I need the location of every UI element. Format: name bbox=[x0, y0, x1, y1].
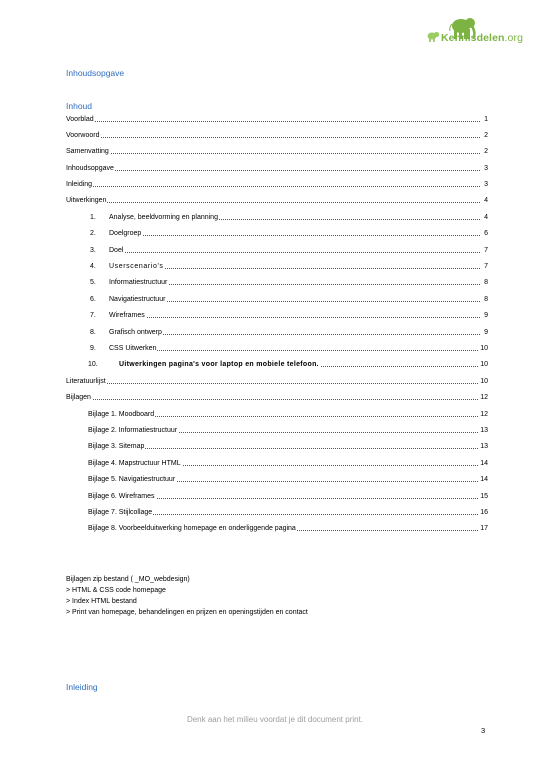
toc-entry-page: 16 bbox=[480, 509, 488, 516]
toc-leader-dots bbox=[109, 350, 480, 351]
toc-entry-title: Bijlage 8. Voorbeelduitwerking homepage en onderliggende pagina bbox=[88, 525, 296, 532]
toc-entry-page: 9 bbox=[484, 329, 488, 336]
toc-entry-title: Uitwerkingen bbox=[66, 197, 107, 204]
page-number: 3 bbox=[481, 726, 486, 735]
toc-entry[interactable] bbox=[66, 130, 488, 141]
toc-entry-title: Voorwoord bbox=[66, 132, 100, 139]
toc-entry-page: 14 bbox=[480, 476, 488, 483]
toc-leader-dots bbox=[109, 235, 480, 236]
heading-inhoudsopgave: Inhoudsopgave bbox=[66, 68, 125, 78]
note-line: > HTML & CSS code homepage bbox=[66, 587, 166, 594]
toc-entry[interactable] bbox=[66, 310, 488, 321]
toc-entry-title: CSS Uitwerken bbox=[109, 345, 157, 352]
toc-entry-page: 13 bbox=[480, 443, 488, 450]
toc-leader-dots bbox=[109, 317, 480, 318]
toc-entry-title: Doel bbox=[109, 247, 124, 254]
toc-entry[interactable] bbox=[66, 261, 488, 272]
toc-entry-title: Bijlage 2. Informatiestructuur bbox=[88, 427, 178, 434]
note-line: > Index HTML bestand bbox=[66, 598, 137, 605]
toc-entry-page: 7 bbox=[484, 263, 488, 270]
toc-entry-page: 7 bbox=[484, 247, 488, 254]
toc-entry[interactable] bbox=[66, 179, 488, 190]
toc-leader-dots bbox=[66, 170, 480, 171]
toc-entry-page: 15 bbox=[480, 493, 488, 500]
toc-leader-dots bbox=[109, 334, 480, 335]
toc-entry-page: 10 bbox=[480, 361, 488, 368]
toc-entry-page: 2 bbox=[484, 148, 488, 155]
toc-entry[interactable] bbox=[66, 245, 488, 256]
toc-entry-page: 14 bbox=[480, 460, 488, 467]
logo-suffix: .org bbox=[504, 32, 524, 44]
toc-entry-number: 2. bbox=[90, 230, 96, 237]
toc-entry[interactable] bbox=[66, 376, 488, 387]
toc-leader-dots bbox=[66, 121, 480, 122]
toc-entry-title: Literatuurlijst bbox=[66, 378, 106, 385]
toc-entry-page: 10 bbox=[480, 378, 488, 385]
toc-entry-page: 10 bbox=[480, 345, 488, 352]
toc-entry[interactable] bbox=[66, 228, 488, 239]
toc-entry[interactable] bbox=[66, 195, 488, 206]
toc-entry-page: 8 bbox=[484, 279, 488, 286]
toc-leader-dots bbox=[66, 186, 480, 187]
toc-entry-title: Userscenario's bbox=[109, 263, 164, 270]
toc-entry-title: Wireframes bbox=[109, 312, 145, 319]
toc-entry-page: 9 bbox=[484, 312, 488, 319]
toc-entry[interactable] bbox=[66, 343, 488, 354]
toc-entry[interactable] bbox=[66, 359, 488, 370]
toc-entry[interactable] bbox=[66, 392, 488, 403]
toc-leader-dots bbox=[66, 383, 480, 384]
toc-entry-number: 6. bbox=[90, 296, 96, 303]
toc-entry[interactable] bbox=[66, 523, 488, 534]
toc-entry-number: 9. bbox=[90, 345, 96, 352]
toc-entry-page: 8 bbox=[484, 296, 488, 303]
toc-entry[interactable] bbox=[66, 163, 488, 174]
toc-entry[interactable] bbox=[66, 474, 488, 485]
toc-entry-page: 3 bbox=[484, 181, 488, 188]
toc-entry-page: 17 bbox=[480, 525, 488, 532]
toc-entry-number: 4. bbox=[90, 263, 96, 270]
toc-leader-dots bbox=[66, 202, 480, 203]
toc-leader-dots bbox=[88, 448, 480, 449]
toc-entry-number: 8. bbox=[90, 329, 96, 336]
toc-entry[interactable] bbox=[66, 327, 488, 338]
footer-note: Denk aan het milieu voordat je dit document print. bbox=[186, 715, 364, 724]
toc-leader-dots bbox=[66, 137, 480, 138]
toc-entry-title: Analyse, beeldvorming en planning bbox=[109, 214, 218, 221]
toc-entry-number: 1. bbox=[90, 214, 96, 221]
heading-inhoud: Inhoud bbox=[66, 101, 92, 111]
logo-name: Kennisdelen bbox=[441, 32, 505, 44]
toc-entry-number: 10. bbox=[88, 361, 98, 368]
note-line: > Print van homepage, behandelingen en prijzen en openingstijden en contact bbox=[66, 609, 308, 616]
toc-entry-page: 12 bbox=[480, 411, 488, 418]
toc-entry[interactable] bbox=[66, 458, 488, 469]
toc-entry-title: Bijlage 5. Navigatiestructuur bbox=[88, 476, 176, 483]
toc-entry[interactable] bbox=[66, 294, 488, 305]
toc-entry-title: Bijlagen bbox=[66, 394, 91, 401]
toc-entry-title: Inhoudsopgave bbox=[66, 165, 114, 172]
logo-text bbox=[441, 32, 523, 44]
toc-entry-page: 4 bbox=[484, 214, 488, 221]
heading-inleiding: Inleiding bbox=[66, 682, 98, 692]
toc-leader-dots bbox=[109, 268, 480, 269]
toc-entry-title: Doelgroep bbox=[109, 230, 142, 237]
toc-entry-title: Samenvatting bbox=[66, 148, 109, 155]
toc-leader-dots bbox=[109, 252, 480, 253]
toc-entry[interactable] bbox=[66, 212, 488, 223]
toc-entry-title: Voorblad bbox=[66, 116, 94, 123]
attachment-notes bbox=[66, 574, 308, 618]
toc-entry-page: 2 bbox=[484, 132, 488, 139]
toc-entry[interactable] bbox=[66, 425, 488, 436]
toc-entry-page: 13 bbox=[480, 427, 488, 434]
toc-entry-title: Bijlage 6. Wireframes bbox=[88, 493, 155, 500]
toc-entry[interactable] bbox=[66, 507, 488, 518]
toc-entry-title: Uitwerkingen pagina's voor laptop en mobiele telefoon. bbox=[119, 361, 319, 368]
toc-entry-title: Bijlage 3. Sitemap bbox=[88, 443, 145, 450]
toc-entry-page: 12 bbox=[480, 394, 488, 401]
toc-entry-title: Informatiestructuur bbox=[109, 279, 168, 286]
toc-entry-number: 7. bbox=[90, 312, 96, 319]
toc-entry-title: Navigatiestructuur bbox=[109, 296, 166, 303]
toc-entry-page: 4 bbox=[484, 197, 488, 204]
toc-entry-title: Inleiding bbox=[66, 181, 93, 188]
toc-entry[interactable] bbox=[66, 491, 488, 502]
toc-entry-title: Bijlage 7. Stijlcollage bbox=[88, 509, 153, 516]
note-line: Bijlagen zip bestand ( _MO_webdesign) bbox=[66, 576, 190, 583]
toc-entry-page: 6 bbox=[484, 230, 488, 237]
toc-entry-page: 1 bbox=[484, 116, 488, 123]
toc-entry-page: 3 bbox=[484, 165, 488, 172]
toc-leader-dots bbox=[66, 153, 480, 154]
toc-entry-title: Bijlage 1. Moodboard bbox=[88, 411, 155, 418]
toc-entry[interactable] bbox=[66, 441, 488, 452]
toc-entry-number: 3. bbox=[90, 247, 96, 254]
toc-entry[interactable] bbox=[66, 277, 488, 288]
toc-entry[interactable] bbox=[66, 146, 488, 157]
toc-entry[interactable] bbox=[66, 114, 488, 125]
toc-entry-number: 5. bbox=[90, 279, 96, 286]
toc-leader-dots bbox=[66, 399, 480, 400]
toc-entry[interactable] bbox=[66, 409, 488, 420]
toc-entry-title: Bijlage 4. Mapstructuur HTML bbox=[88, 460, 181, 467]
toc-entry-title: Grafisch ontwerp bbox=[109, 329, 162, 336]
kennisdelen-logo bbox=[421, 14, 531, 50]
